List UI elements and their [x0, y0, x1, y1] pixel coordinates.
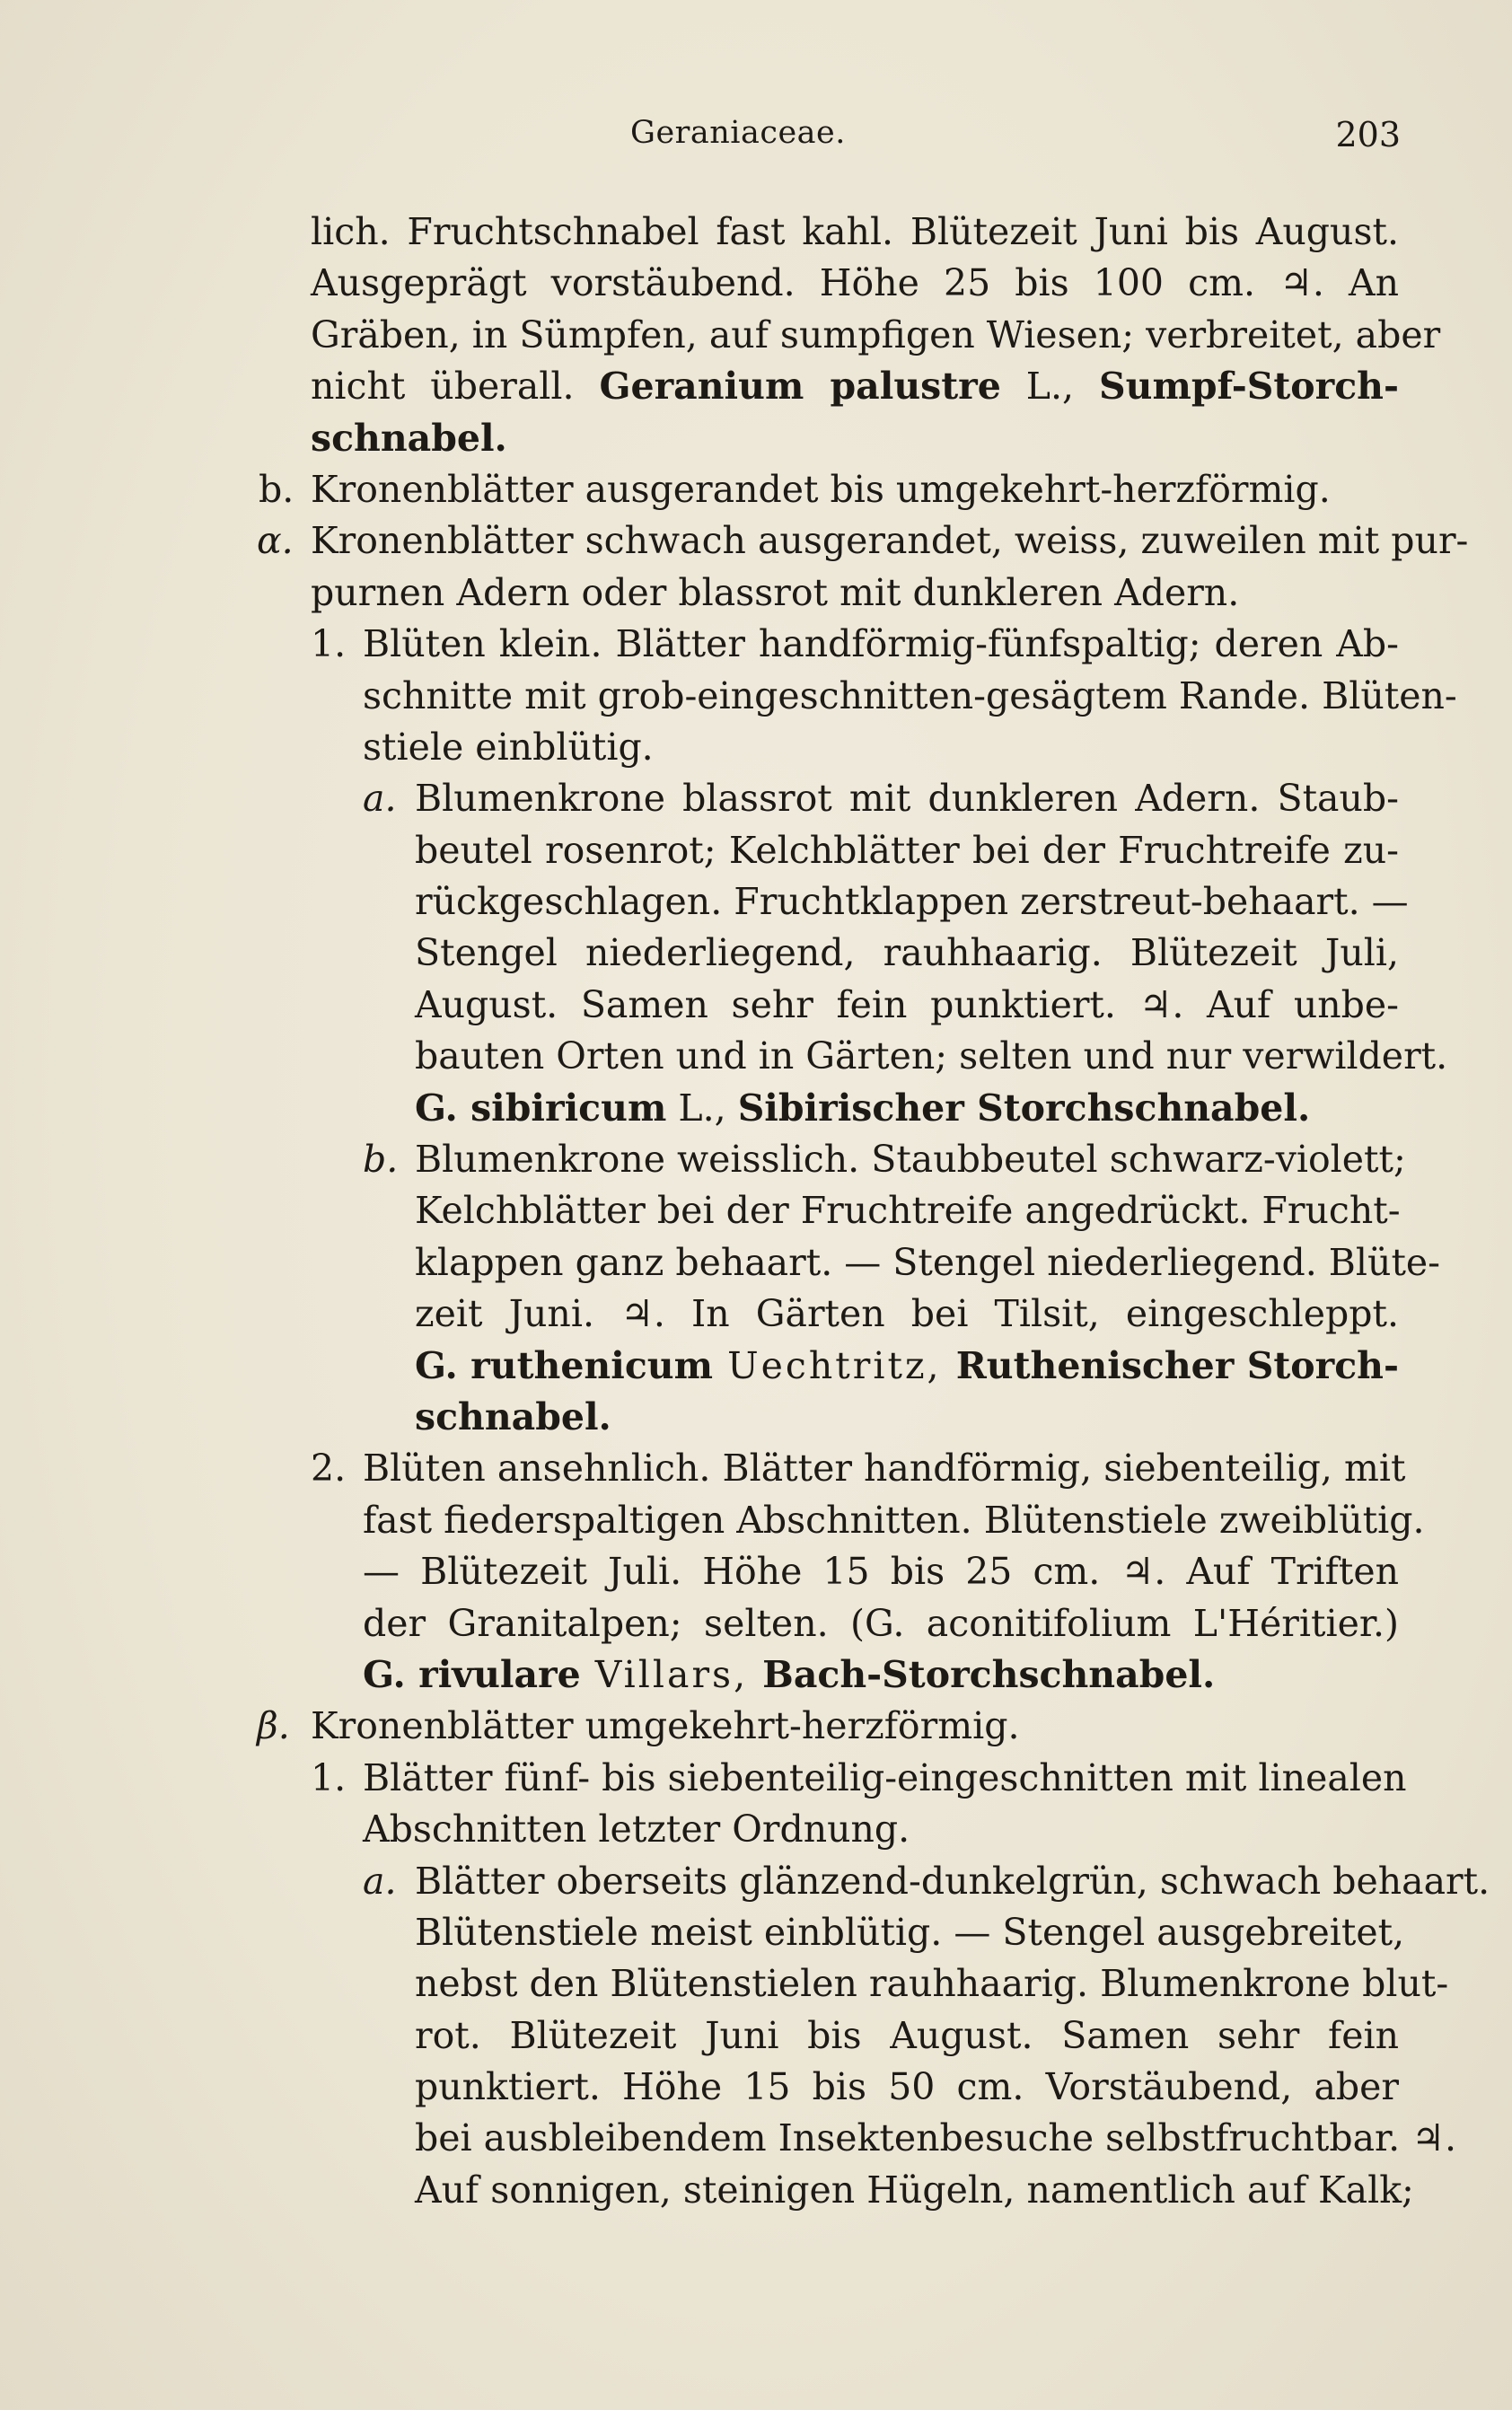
key-entry: β. Kronenblätter umgekehrt-herzförmig.: [257, 1701, 1399, 1752]
text-line: Ausgeprägt vorstäubend. Höhe 25 bis 100 cm. ♃. An: [311, 261, 1399, 305]
text-line: G. sibiricum L., Sibirischer Storchschnabel.: [415, 1086, 1311, 1130]
species-name: G. ruthenicum: [415, 1343, 713, 1387]
key-label: a.: [363, 1859, 397, 1903]
key-entry: b. Blumenkrone weisslich. Staubbeutel schwarz-violett;: [363, 1134, 1399, 1185]
text-line: punktiert. Höhe 15 bis 50 cm. Vorstäubend, aber: [415, 2065, 1399, 2109]
text-line: nebst den Blütenstielen rauhhaarig. Blumenkrone blut-: [415, 1962, 1449, 2006]
common-name: Bach-Storchschnabel.: [762, 1652, 1216, 1696]
text-line: stiele einblütig.: [363, 725, 654, 769]
text-line: bauten Orten und in Gärten; selten und nur verwildert.: [415, 1034, 1448, 1078]
text-line: rot. Blütezeit Juni bis August. Samen sehr fein: [415, 2013, 1399, 2057]
text-line: schnitte mit grob-eingeschnitten-gesägtem Rande. Blüten-: [363, 673, 1457, 717]
text-line: Gräben, in Sümpfen, auf sumpfigen Wiesen; verbreitet, aber: [311, 312, 1441, 356]
key-entry: a. Blumenkrone blassrot mit dunkleren Adern. Staub-: [363, 773, 1399, 824]
text-line: [415, 1392, 1399, 1443]
text-line: G. ruthenicum Uechtritz, Ruthenischer Storch-: [415, 1343, 1400, 1387]
key-label: α.: [257, 519, 294, 563]
text-line: der Granitalpen; selten. (G. aconitifolium L'Héritier.): [363, 1601, 1399, 1645]
key-label: b.: [259, 467, 294, 511]
text-line: lich. Fruchtschnabel fast kahl. Blütezeit Juni bis August.: [311, 210, 1399, 253]
text-line: Stengel niederliegend, rauhhaarig. Blütezeit Juli,: [415, 931, 1399, 975]
text-line: Kelchblätter bei der Fruchtreife angedrückt. Frucht-: [415, 1189, 1401, 1233]
species-name: Geranium palustre: [599, 365, 1001, 409]
key-entry: 2. Blüten ansehnlich. Blätter handförmig, siebenteilig, mit: [311, 1443, 1399, 1494]
text-line: rückgeschlagen. Fruchtklappen zerstreut-behaart. —: [415, 880, 1409, 924]
key-label: b.: [363, 1138, 399, 1182]
text-line: — Blütezeit Juli. Höhe 15 bis 25 cm. ♃. Auf Triften: [363, 1550, 1399, 1594]
species-name: G. sibiricum: [415, 1086, 667, 1130]
common-name: Ruthenischer Storch-: [955, 1343, 1400, 1387]
running-title: Geraniaceae.: [630, 115, 846, 151]
text-line: August. Samen sehr fein punktiert. ♃. Auf unbe-: [415, 982, 1399, 1026]
common-name: Sumpf-Storch-: [1099, 365, 1399, 409]
text-line: klappen ganz behaart. — Stengel niederliegend. Blüte-: [415, 1240, 1441, 1284]
body-text: [257, 207, 1490, 2216]
key-label: β.: [257, 1704, 290, 1748]
common-name: schnabel.: [415, 1394, 611, 1438]
page-number: 203: [1335, 115, 1401, 154]
text-line: zeit Juni. ♃. In Gärten bei Tilsit, eingeschleppt.: [415, 1292, 1399, 1336]
text-line: G. rivulare Villars, Bach-Storchschnabel.: [363, 1652, 1216, 1696]
key-entry: a. Blätter oberseits glänzend-dunkelgrün, schwach behaart.: [363, 1856, 1399, 1907]
text-line: beutel rosenrot; Kelchblätter bei der Fruchtreife zu-: [415, 828, 1399, 872]
key-label: a.: [363, 777, 397, 821]
key-label: 1.: [311, 1755, 347, 1799]
key-entry: α. Kronenblätter schwach ausgerandet, weiss, zuweilen mit pur-: [257, 515, 1399, 567]
common-name: schnabel.: [311, 416, 507, 460]
text-line: Blütenstiele meist einblütig. — Stengel ausgebreitet,: [415, 1910, 1405, 1954]
text-line: purnen Adern oder blassrot mit dunkleren Adern.: [311, 570, 1240, 614]
text-line: [311, 413, 1399, 464]
key-label: 1.: [311, 622, 347, 666]
key-entry: b. Kronenblätter ausgerandet bis umgekehrt-herzförmig.: [259, 464, 1399, 515]
text-line: Abschnitten letzter Ordnung.: [363, 1808, 910, 1851]
text-line: Auf sonnigen, steinigen Hügeln, namentlich auf Kalk;: [415, 2168, 1414, 2212]
key-entry: 1. Blüten klein. Blätter handförmig-fünfspaltig; deren Ab-: [311, 619, 1399, 670]
key-label: 2.: [311, 1447, 347, 1491]
text-line: bei ausbleibendem Insektenbesuche selbstfruchtbar. ♃.: [415, 2116, 1456, 2160]
text-line: fast fiederspaltigen Abschnitten. Blütenstiele zweiblütig.: [363, 1498, 1425, 1542]
running-header: [311, 115, 1401, 158]
species-name: G. rivulare: [363, 1652, 581, 1696]
key-entry: 1. Blätter fünf- bis siebenteilig-eingeschnitten mit linealen: [311, 1753, 1399, 1804]
text-line: nicht überall. Geranium palustre L., Sumpf-Storch-: [311, 365, 1399, 409]
common-name: Sibirischer Storchschnabel.: [737, 1086, 1311, 1130]
